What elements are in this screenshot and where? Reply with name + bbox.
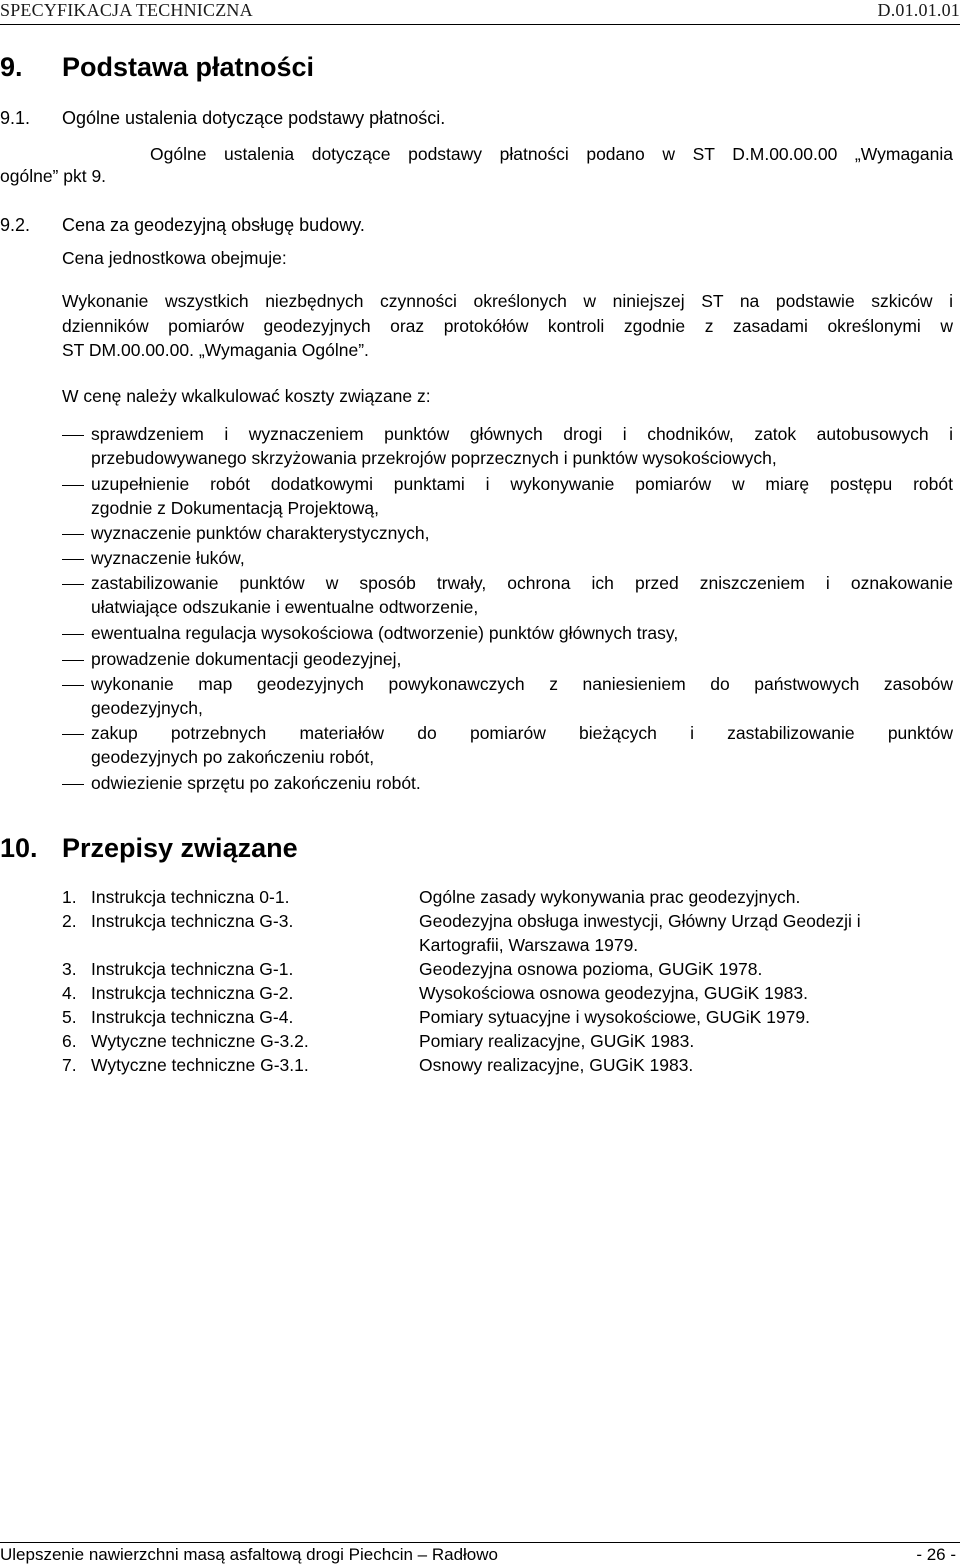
- header-spec-title: SPECYFIKACJA TECHNICZNA: [0, 0, 253, 21]
- reference-description: Ogólne zasady wykonywania prac geodezyjnych.: [419, 885, 800, 910]
- list-dash: [62, 559, 84, 560]
- subsection-9-1-text-line1: Ogólne ustalenia dotyczące podstawy płatności podano w ST D.M.00.00.00 „Wymagania: [150, 142, 953, 167]
- section-9-number: 9.: [0, 52, 23, 83]
- list-item: zastabilizowanie punktów w sposób trwały, ochrona ich przed zniszczeniem i oznakowanie: [91, 571, 953, 596]
- header-spec-code: D.01.01.01: [878, 0, 960, 21]
- list-item-continuation: ułatwiające odszukanie i ewentualne odtworzenie,: [91, 595, 478, 620]
- reference-number: 7.: [62, 1053, 77, 1078]
- reference-description: Osnowy realizacyjne, GUGiK 1983.: [419, 1053, 693, 1078]
- list-dash: [62, 660, 84, 661]
- section-10-title: Przepisy związane: [62, 833, 298, 864]
- reference-number: 1.: [62, 885, 77, 910]
- scope-paragraph-line3: ST DM.00.00.00. „Wymagania Ogólne”.: [62, 338, 369, 363]
- list-dash: [62, 435, 84, 436]
- footer-page-number: - 26 -: [916, 1545, 956, 1565]
- list-dash: [62, 734, 84, 735]
- list-item-continuation: przebudowywanego skrzyżowania przekrojów poprzecznych i punktów wysokościowych,: [91, 446, 777, 471]
- page-footer: [0, 1542, 960, 1566]
- reference-description: Geodezyjna obsługa inwestycji, Główny Urząd Geodezji i: [419, 909, 861, 934]
- footer-project-title: Ulepszenie nawierzchni masą asfaltową drogi Piechcin – Radłowo: [0, 1545, 498, 1565]
- subsection-9-2-title: Cena za geodezyjną obsługę budowy.: [62, 215, 365, 236]
- reference-name: Instrukcja techniczna G-3.: [91, 909, 293, 934]
- reference-description: Pomiary realizacyjne, GUGiK 1983.: [419, 1029, 694, 1054]
- section-9-title: Podstawa płatności: [62, 52, 314, 83]
- list-dash: [62, 634, 84, 635]
- list-item: odwiezienie sprzętu po zakończeniu robót.: [91, 771, 421, 796]
- list-item: zakup potrzebnych materiałów do pomiarów bieżących i zastabilizowanie punktów: [91, 721, 953, 746]
- reference-name: Wytyczne techniczne G-3.1.: [91, 1053, 309, 1078]
- subsection-9-2-number: 9.2.: [0, 215, 30, 236]
- list-item: sprawdzeniem i wyznaczeniem punktów głównych drogi i chodników, zatok autobusowych i: [91, 422, 953, 447]
- reference-description-continuation: Kartografii, Warszawa 1979.: [419, 933, 638, 958]
- list-item: wyznaczenie punktów charakterystycznych,: [91, 521, 429, 546]
- list-dash: [62, 584, 84, 585]
- list-dash: [62, 784, 84, 785]
- list-item: wyznaczenie łuków,: [91, 546, 245, 571]
- scope-paragraph-line1: Wykonanie wszystkich niezbędnych czynności określonych w niniejszej ST na podstawie szkiców i: [62, 289, 953, 314]
- scope-paragraph-line2: dzienników pomiarów geodezyjnych oraz protokółów kontroli zgodnie z zasadami określonymi w: [62, 314, 953, 339]
- subsection-9-1-title: Ogólne ustalenia dotyczące podstawy płatności.: [62, 108, 445, 129]
- list-dash: [62, 685, 84, 686]
- list-item-continuation: geodezyjnych,: [91, 696, 203, 721]
- page-header: [0, 0, 960, 25]
- reference-name: Instrukcja techniczna 0-1.: [91, 885, 289, 910]
- list-item-continuation: zgodnie z Dokumentacją Projektową,: [91, 496, 379, 521]
- reference-name: Instrukcja techniczna G-1.: [91, 957, 293, 982]
- price-includes-lead: Cena jednostkowa obejmuje:: [62, 246, 287, 271]
- reference-number: 4.: [62, 981, 77, 1006]
- price-components-intro: W cenę należy wkalkulować koszty związane z:: [62, 384, 431, 409]
- reference-description: Wysokościowa osnowa geodezyjna, GUGiK 1983.: [419, 981, 808, 1006]
- reference-name: Wytyczne techniczne G-3.2.: [91, 1029, 309, 1054]
- reference-number: 2.: [62, 909, 77, 934]
- list-item: uzupełnienie robót dodatkowymi punktami i wykonywanie pomiarów w miarę postępu robót: [91, 472, 953, 497]
- reference-description: Pomiary sytuacyjne i wysokościowe, GUGiK 1979.: [419, 1005, 810, 1030]
- subsection-9-1-number: 9.1.: [0, 108, 30, 129]
- reference-number: 6.: [62, 1029, 77, 1054]
- list-item-continuation: geodezyjnych po zakończeniu robót,: [91, 745, 374, 770]
- reference-number: 5.: [62, 1005, 77, 1030]
- reference-name: Instrukcja techniczna G-4.: [91, 1005, 293, 1030]
- subsection-9-1-text-line2: ogólne” pkt 9.: [0, 164, 106, 189]
- list-dash: [62, 534, 84, 535]
- section-10-number: 10.: [0, 833, 38, 864]
- list-item: wykonanie map geodezyjnych powykonawczych z naniesieniem do państwowych zasobów: [91, 672, 953, 697]
- reference-description: Geodezyjna osnowa pozioma, GUGiK 1978.: [419, 957, 762, 982]
- list-dash: [62, 485, 84, 486]
- list-item: ewentualna regulacja wysokościowa (odtworzenie) punktów głównych trasy,: [91, 621, 678, 646]
- reference-name: Instrukcja techniczna G-2.: [91, 981, 293, 1006]
- reference-number: 3.: [62, 957, 77, 982]
- list-item: prowadzenie dokumentacji geodezyjnej,: [91, 647, 401, 672]
